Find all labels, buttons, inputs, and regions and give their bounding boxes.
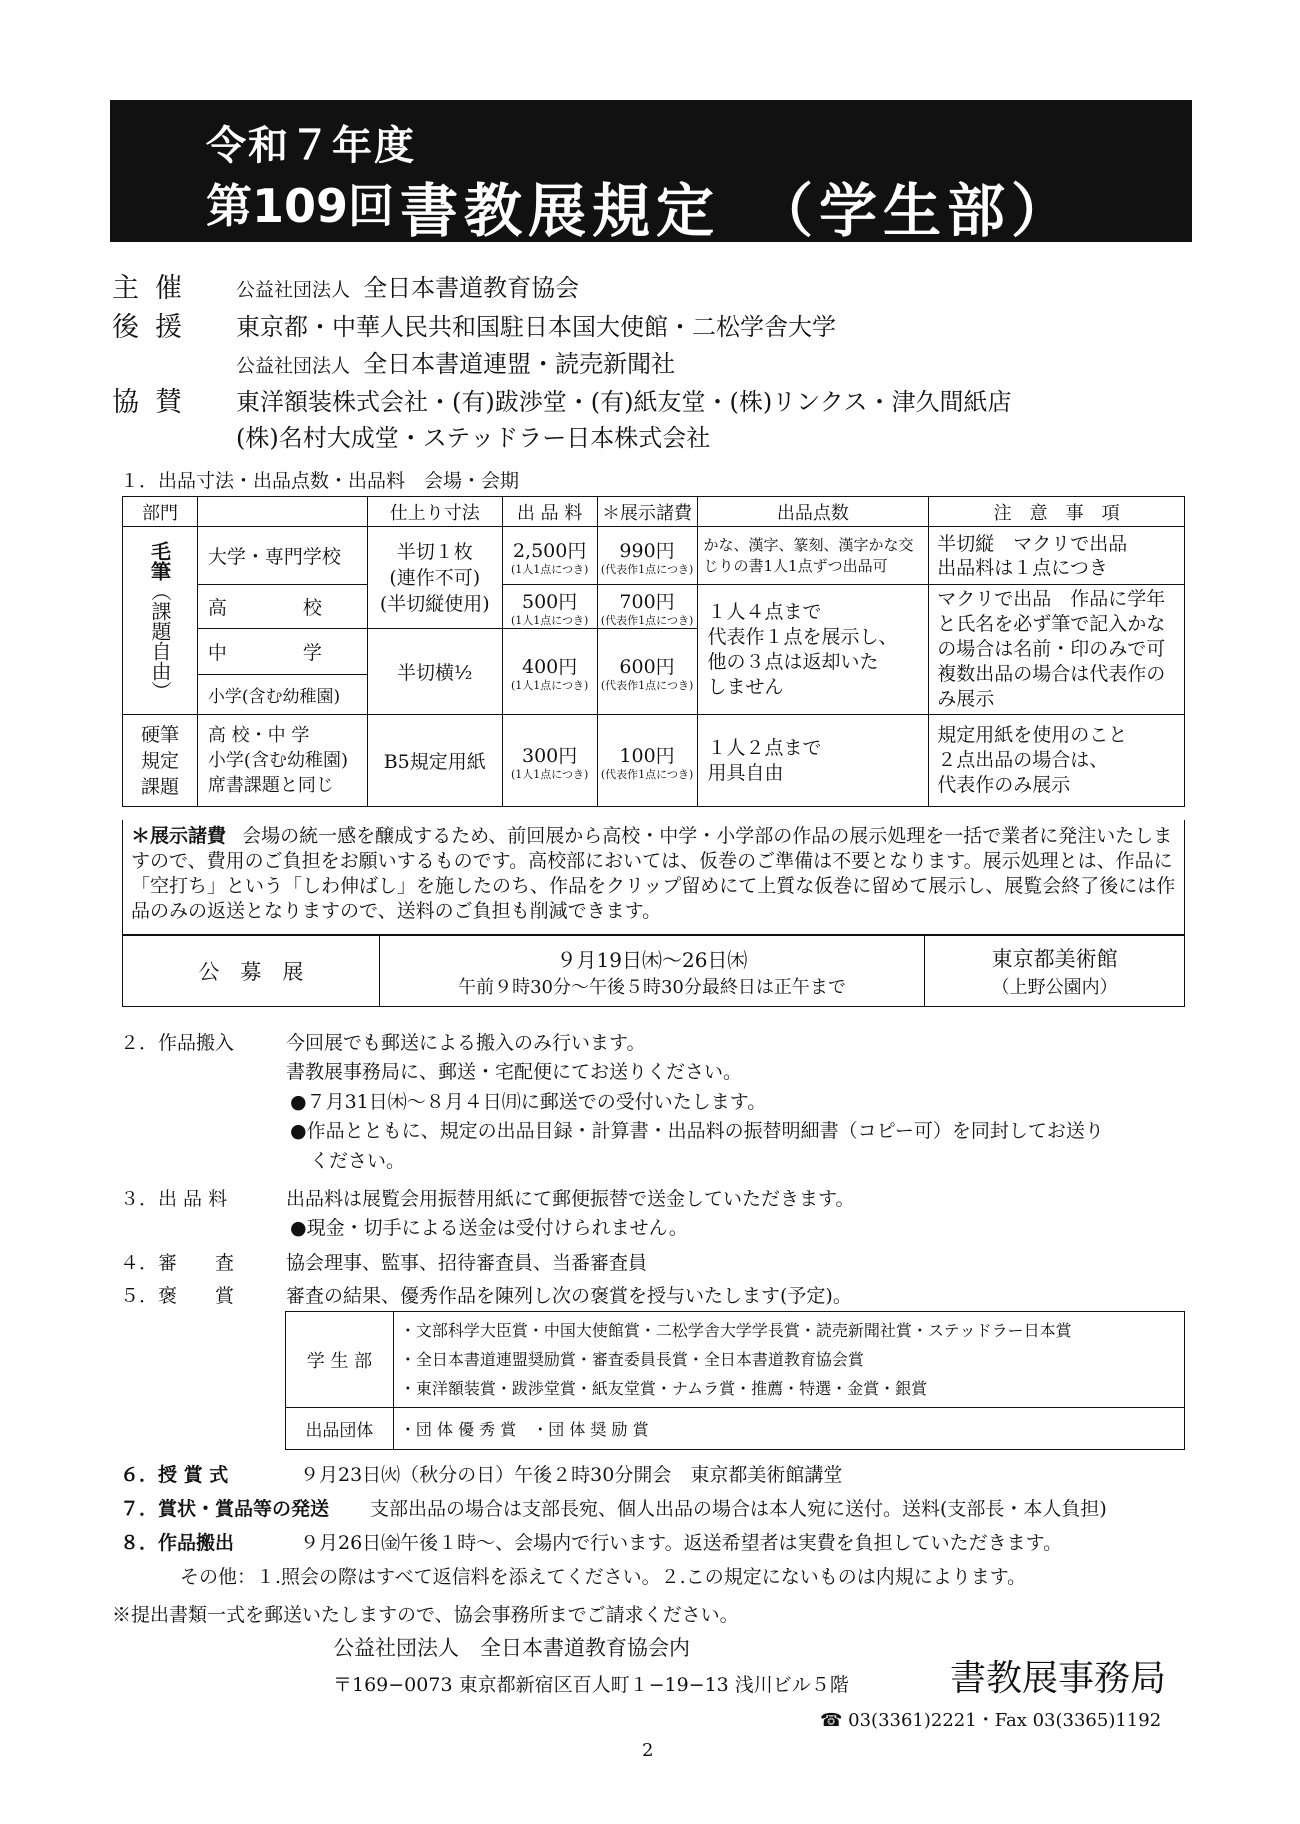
header-size: 仕上り寸法 — [367, 497, 502, 527]
sponsor-cosponsor-line2: (株)名村大成堂・ステッドラー日本株式会社 — [236, 424, 711, 452]
title-edition: 第109回 — [206, 179, 395, 233]
sponsor-support-line2: 公益社団法人 全日本書道連盟・読売新聞社 — [236, 350, 676, 378]
section4-text: 協会理事、監事、招待審査員、当番審査員 — [286, 1252, 648, 1274]
exhibition-name: 公 募 展 — [123, 936, 380, 1007]
display-fee-note-text: 会場の統一感を醸成するため、前回展から高校・中学・小学部の作品の展示処理を一括で業者に発注いたしますので、費用のご負担をお願いするものです。高校部においては、仮巻のご準備は不要となります。展示処理とは、作品に「空打ち」という「しわ伸ばし」を施したのち、作品をクリップ留めにて上質な仮巻に留めて展示し、展覧会終了後には作品のみの返送となりますので、送料のご負担も削減できます。 — [131, 825, 1176, 922]
sponsor-support-line1: 東京都・中華人民共和国駐日本国大使館・二松学舎大学 — [236, 313, 836, 341]
table-row — [123, 585, 1185, 629]
section6-label: ６．授 賞 式 — [120, 1464, 229, 1486]
fee-highschool: 500円 (1人1点につき) — [502, 585, 597, 629]
exhibition-venue: 東京都美術館 （上野公園内） — [925, 936, 1185, 1007]
notes-pen: 規定用紙を使用のこと ２点出品の場合は、 代表作のみ展示 — [929, 715, 1185, 807]
exhibition-period: ９月19日㈭〜26日㈭ 午前９時30分〜午後５時30分最終日は正午まで — [379, 936, 924, 1007]
section3-label: ３．出 品 料 — [120, 1188, 228, 1210]
other-notes: その他：１.照会の際はすべて返信料を添えてください。２.この規定にないものは内規によります。 — [180, 1566, 1027, 1588]
dept-pen: 高 校・中 学 小学(含む幼稚園) 席書課題と同じ — [197, 715, 367, 807]
section1-heading: １．出品寸法・出品点数・出品料 会場・会期 — [120, 470, 520, 492]
header-fee: 出 品 料 — [502, 497, 597, 527]
section2-line: ください。 — [310, 1150, 406, 1172]
size-pen: B5規定用紙 — [367, 715, 502, 807]
display-fee-c: 600円 (代表作1点につき) — [597, 629, 697, 715]
section5-text: 審査の結果、優秀作品を陳列し次の褒賞を授与いたします(予定)。 — [286, 1285, 852, 1307]
size-b: 半切横½ — [367, 629, 502, 715]
notes-university: 半切縦 マクリで出品 出品料は１点につき — [929, 527, 1185, 585]
section2-line: 書教展事務局に、郵送・宅配便にてお送りください。 — [286, 1061, 743, 1083]
header-notes: 注 意 事 項 — [929, 497, 1185, 527]
awards-group-team: 出品団体 — [286, 1408, 394, 1450]
request-note: ※提出書類一式を郵送いたしますので、協会事務所までご請求ください。 — [112, 1604, 739, 1626]
exhibition-table — [122, 935, 1185, 1007]
section2-line: ●作品とともに、規定の出品目録・計算書・出品料の振替明細書（コピー可）を同封してお送り — [290, 1120, 1104, 1142]
title-year: 令和７年度 — [206, 123, 416, 169]
awards-table — [285, 1311, 1185, 1450]
count-university: かな、漢字、篆刻、漢字かな交じりの書1人1点ずつ出品可 — [697, 527, 929, 585]
header-blank — [197, 497, 367, 527]
section2-line: ●７月31日㈭〜８月４日㈪に郵送での受付いたします。 — [290, 1091, 767, 1113]
header-count: 出品点数 — [697, 497, 929, 527]
section8-text: ９月26日㈮午後１時〜、会場内で行います。返送希望者は実費を負担していただきます。 — [300, 1532, 1063, 1554]
section5-label: ５．褒 賞 — [120, 1285, 235, 1307]
footer-address: 〒169−0073 東京都新宿区百人町１−19−13 浅川ビル５階 — [333, 1674, 849, 1696]
sponsor-label-support: 後援 — [112, 312, 198, 343]
table-row — [123, 527, 1185, 585]
header-display-fee: ＊展示諸費 — [597, 497, 697, 527]
sponsor-cosponsor-line1: 東洋額装株式会社・(有)跋渉堂・(有)紙友堂・(株)リンクス・津久間紙店 — [236, 388, 1012, 416]
table-row — [123, 715, 1185, 807]
section3-line: 出品料は展覧会用振替用紙にて郵便振替で送金していただきます。 — [286, 1188, 855, 1210]
awards-student-items: ・文部科学大臣賞・中国大使館賞・二松学舎大学学長賞・読売新聞社賞・ステッドラー日本賞 ・全日本書道連盟奨励賞・審査委員長賞・全日本書道教育協会賞 ・東洋額装賞・跋渉堂賞・紙友堂賞・ナムラ賞・推薦・特選・金賞・銀賞 — [393, 1312, 1184, 1408]
entry-table — [122, 496, 1185, 807]
count-pen: １人２点まで 用具自由 — [697, 715, 929, 807]
display-fee-pen: 100円 (代表作1点につき) — [597, 715, 697, 807]
footer-org: 公益社団法人 全日本書道教育協会内 — [333, 1636, 690, 1660]
footer-phone: ☎ 03(3361)2221・Fax 03(3365)1192 — [820, 1710, 1162, 1731]
table-header-row — [123, 497, 1185, 527]
section7-text: 支部出品の場合は支部長宛、個人出品の場合は本人宛に送付。送料(支部長・本人負担) — [370, 1498, 1107, 1520]
dept-middleschool: 中 学 — [197, 629, 367, 675]
dept-elementary: 小学(含む幼稚園) — [197, 675, 367, 715]
fee-pen: 300円 (1人1点につき) — [502, 715, 597, 807]
section4-label: ４．審 査 — [120, 1252, 235, 1274]
section3-line: ●現金・切手による送金は受付けられません。 — [290, 1217, 688, 1239]
title-main: 書教展規定 （学生部） — [400, 177, 1076, 245]
awards-team-items: ・団 体 優 秀 賞 ・団 体 奨 励 賞 — [393, 1408, 1184, 1450]
group-brush-label: 毛筆 （課題自由） — [123, 527, 198, 715]
group-pen-label: 硬筆 規定 課題 — [123, 715, 198, 807]
display-fee-highschool: 700円 (代表作1点につき) — [597, 585, 697, 629]
section2-label: ２．作品搬入 — [120, 1032, 235, 1054]
awards-group-student: 学 生 部 — [286, 1312, 394, 1408]
dept-university: 大学・専門学校 — [197, 527, 367, 585]
header-dept: 部門 — [123, 497, 198, 527]
footer-office: 書教展事務局 — [950, 1658, 1167, 1699]
fee-c: 400円 (1人1点につき) — [502, 629, 597, 715]
dept-highschool: 高 校 — [197, 585, 367, 629]
section7-label: ７．賞状・賞品等の発送 — [120, 1498, 330, 1520]
display-fee-university: 990円 (代表作1点につき) — [597, 527, 697, 585]
size-a: 半切１枚 (連作不可) (半切縦使用) — [367, 527, 502, 629]
display-fee-note-title: ＊展示諸費 — [131, 825, 227, 847]
notes-b: マクリで出品 作品に学年と氏名を必ず筆で記入かなの場合は名前・印のみで可 複数出品の場合は代表作のみ展示 — [929, 585, 1185, 715]
display-fee-note — [122, 820, 1185, 935]
section6-text: ９月23日㈫（秋分の日）午後２時30分開会 東京都美術館講堂 — [300, 1464, 843, 1486]
title-banner — [110, 100, 1192, 245]
sponsor-label-cosponsor: 協賛 — [112, 387, 198, 418]
section2-line: 今回展でも郵送による搬入のみ行います。 — [286, 1032, 646, 1054]
page-number: 2 — [642, 1740, 654, 1761]
count-b: １人４点まで 代表作１点を展示し、 他の３点は返却いた しません — [697, 585, 929, 715]
section8-label: ８．作品搬出 — [120, 1532, 235, 1554]
sponsor-label-organizer: 主催 — [112, 273, 198, 304]
fee-university: 2,500円 (1人1点につき) — [502, 527, 597, 585]
sponsor-organizer: 公益社団法人 全日本書道教育協会 — [236, 274, 580, 302]
